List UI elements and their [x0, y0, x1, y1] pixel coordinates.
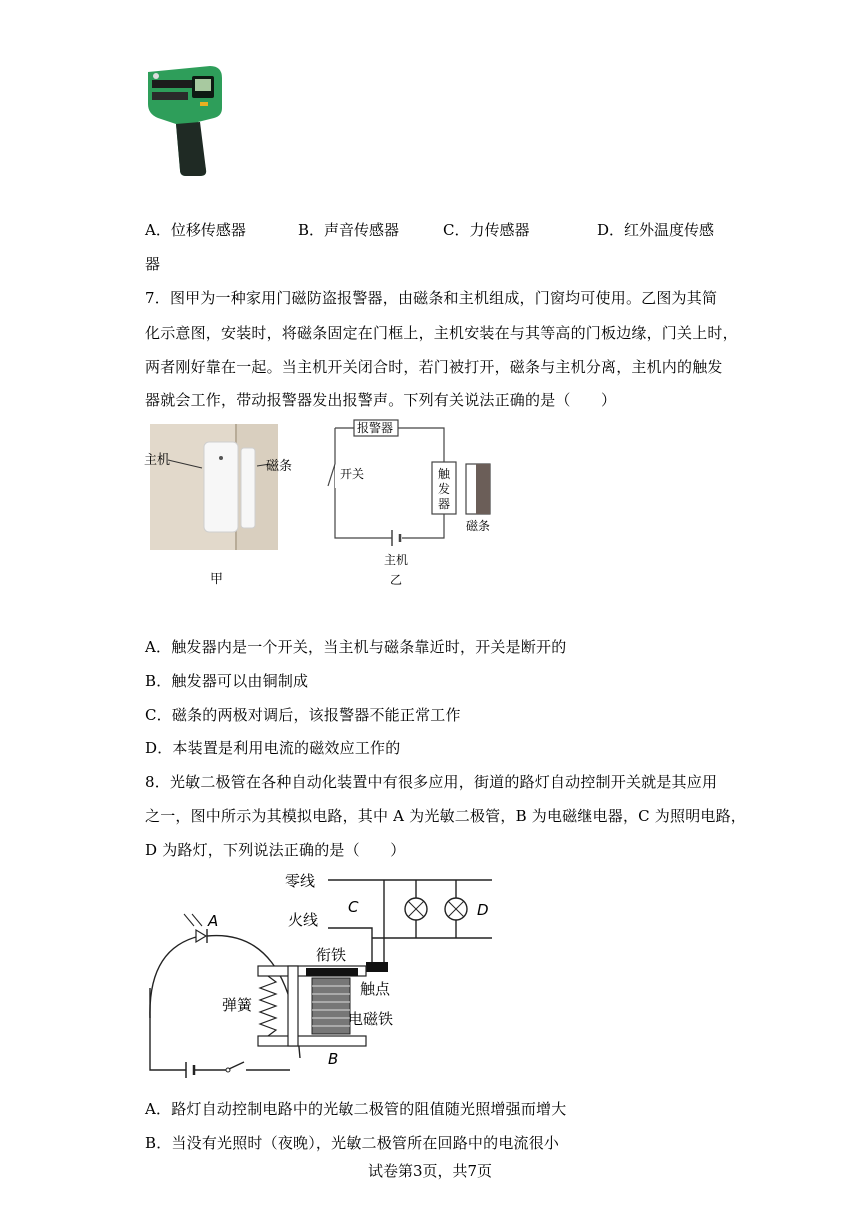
page-footer: 试卷第3页，共7页 [367, 1162, 493, 1180]
q8-armature-label: 衔铁 [316, 946, 347, 964]
q6-option-d: D．红外温度传感 [597, 221, 715, 239]
q7-option-a: A．触发器内是一个开关，当主机与磁条靠近时，开关是断开的 [145, 638, 567, 656]
q8-contact-label: 触点 [360, 980, 391, 998]
q7-figure-jia [140, 420, 293, 592]
q7-yi-trigger-2: 发 [438, 482, 451, 496]
q7-yi-trigger-3: 器 [438, 497, 451, 511]
q7-figure-yi [310, 418, 510, 590]
q8-circuit-figure [140, 868, 500, 1086]
q7-stem-line-1: 7．图甲为一种家用门磁防盗报警器，由磁条和主机组成，门窗均可使用。乙图为其简 [145, 289, 718, 307]
q8-stem-line-2: 之一，图中所示为其模拟电路，其中 A 为光敏二极管，B 为电磁继电器，C 为照明电路， [145, 807, 747, 825]
q8-b-label: B [328, 1050, 339, 1068]
q8-electromagnet-label: 电磁铁 [348, 1010, 394, 1028]
q7-jia-caption: 甲 [210, 572, 224, 587]
q7-jia-host-label: 主机 [144, 453, 171, 468]
q8-neutral-label: 零线 [285, 872, 316, 890]
q7-stem-line-3: 两者刚好靠在一起。当主机开关闭合时，若门被打开，磁条与主机分离，主机内的触发 [145, 358, 723, 376]
q6-option-b: B．声音传感器 [298, 221, 400, 239]
q7-yi-caption: 乙 [390, 573, 403, 587]
q7-yi-host: 主机 [384, 553, 409, 567]
q7-option-d: D．本装置是利用电流的磁效应工作的 [145, 739, 401, 757]
q7-option-b: B．触发器可以由铜制成 [145, 672, 309, 690]
q7-yi-alarm: 报警器 [357, 421, 394, 435]
q7-stem-line-2: 化示意图，安装时，将磁条固定在门框上，主机安装在与其等高的门板边缘，门关上时， [145, 324, 738, 342]
infrared-thermometer-image [140, 62, 230, 182]
q6-option-d-wrap: 器 [145, 255, 161, 273]
q7-stem-line-4: 器就会工作，带动报警器发出报警声。下列有关说法正确的是（ ） [145, 391, 617, 409]
q6-option-a: A．位移传感器 [145, 221, 246, 239]
q8-stem-line-3: D 为路灯，下列说法正确的是（ ） [145, 841, 406, 859]
q6-option-c: C．力传感器 [443, 221, 530, 239]
q7-yi-switch: 开关 [340, 467, 365, 481]
q7-option-c: C．磁条的两极对调后，该报警器不能正常工作 [145, 706, 461, 724]
q8-c-label: C [348, 898, 359, 916]
q7-yi-trigger-1: 触 [438, 467, 451, 481]
q8-stem-line-1: 8．光敏二极管在各种自动化装置中有很多应用，街道的路灯自动控制开关就是其应用 [145, 773, 718, 791]
q8-d-label: D [477, 901, 489, 919]
q8-option-b: B．当没有光照时（夜晚），光敏二极管所在回路中的电流很小 [145, 1134, 560, 1152]
q8-option-a: A．路灯自动控制电路中的光敏二极管的阻值随光照增强而增大 [145, 1100, 567, 1118]
q8-live-label: 火线 [288, 911, 319, 929]
q8-a-label: A [208, 912, 219, 930]
q8-spring-label: 弹簧 [222, 996, 253, 1014]
q7-jia-magnet-label: 磁条 [266, 459, 293, 474]
q7-yi-magnet: 磁条 [466, 519, 491, 533]
